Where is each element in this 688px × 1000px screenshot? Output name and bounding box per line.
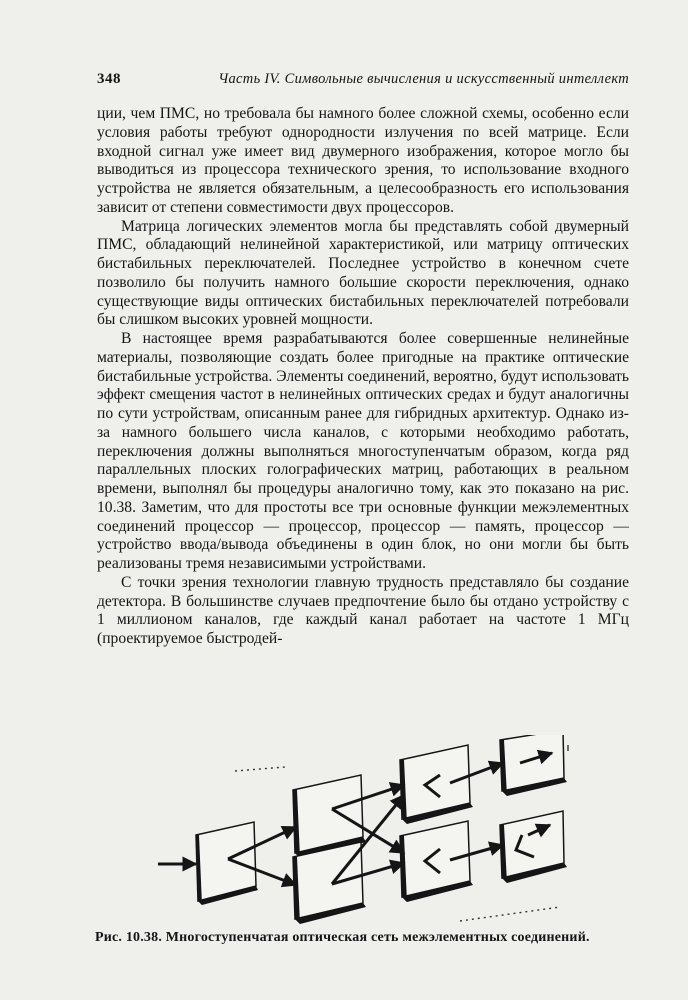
hologram-plane-stage-3-top xyxy=(400,745,473,824)
running-title: Часть IV. Символьные вычисления и искусственный интеллект xyxy=(218,71,629,87)
guide-line xyxy=(460,907,560,921)
page-header xyxy=(97,71,629,91)
body-text xyxy=(97,105,629,649)
optical-network-diagram xyxy=(150,735,590,925)
figure-caption: Рис. 10.38. Многоступенчатая оптическая сеть межэлементных соединений. xyxy=(95,930,590,945)
hologram-plane-stage-1 xyxy=(196,822,258,905)
paragraph: ции, чем ПМС, но требовала бы намного более сложной схемы, особенно если условия работы требуют однородности излучения по всей матрице. Если входной сигнал уже имеет вид двумерного изображения, которое могло бы выводиться из процессора технического зрения, то использование входного устройства не является обязательным, а целесообразность его использования зависит от степени совместимости двух процессоров. xyxy=(97,105,629,216)
paragraph: С точки зрения технологии главную трудность представляло бы создание детектора. В большинстве случаев предпочтение было бы отдано устройству с 1 миллионом каналов, где каждый канал работает на частоте 1 МГц (проектируемое быстродей- xyxy=(97,573,629,647)
guide-line xyxy=(235,767,285,771)
page-number: 348 xyxy=(97,71,121,87)
paragraph: Матрица логических элементов могла бы представлять собой двумерный ПМС, обладающий нелинейной характеристикой, или матрицу оптических бистабильных переключателей. Последнее устройство в конечном счете позволило бы получить намного большие скорости переключения, однако существующие виды оптических бистабильных переключателей потребовали бы слишком высоких уровней мощности. xyxy=(97,217,629,329)
hologram-plane-stage-3-bottom xyxy=(400,821,473,902)
hologram-plane-stage-4-bottom xyxy=(500,811,567,883)
hologram-plane-stage-4-top xyxy=(500,735,567,796)
paragraph: В настоящее время разрабатываются более совершенные нелинейные материалы, позволяющие создать более пригодные на практике оптические бистабильные устройства. Элементы соединений, вероятно, будут использовать эффект смещения частот в нелинейных оптических средах и будут аналогичны по сути устройствам, описанным ранее для гибридных архитектур. Однако из-за намного большего числа каналов, с которыми необходимо работать, переключения должны выполняться многоступенчатым образом, когда ряд параллельных плоских голографических матриц, работающих в реальном времени, выполнял бы процедуры аналогично тому, как это показано на рис. 10.38. Заметим, что для простоты все три основные функции межэлементных соединений процессор — процессор, процессор — память, процессор — устройство ввода/вывода объединены в один блок, но они могли бы быть реализованы тремя независимыми устройствами. xyxy=(97,330,629,572)
figure-10-38 xyxy=(150,735,590,925)
